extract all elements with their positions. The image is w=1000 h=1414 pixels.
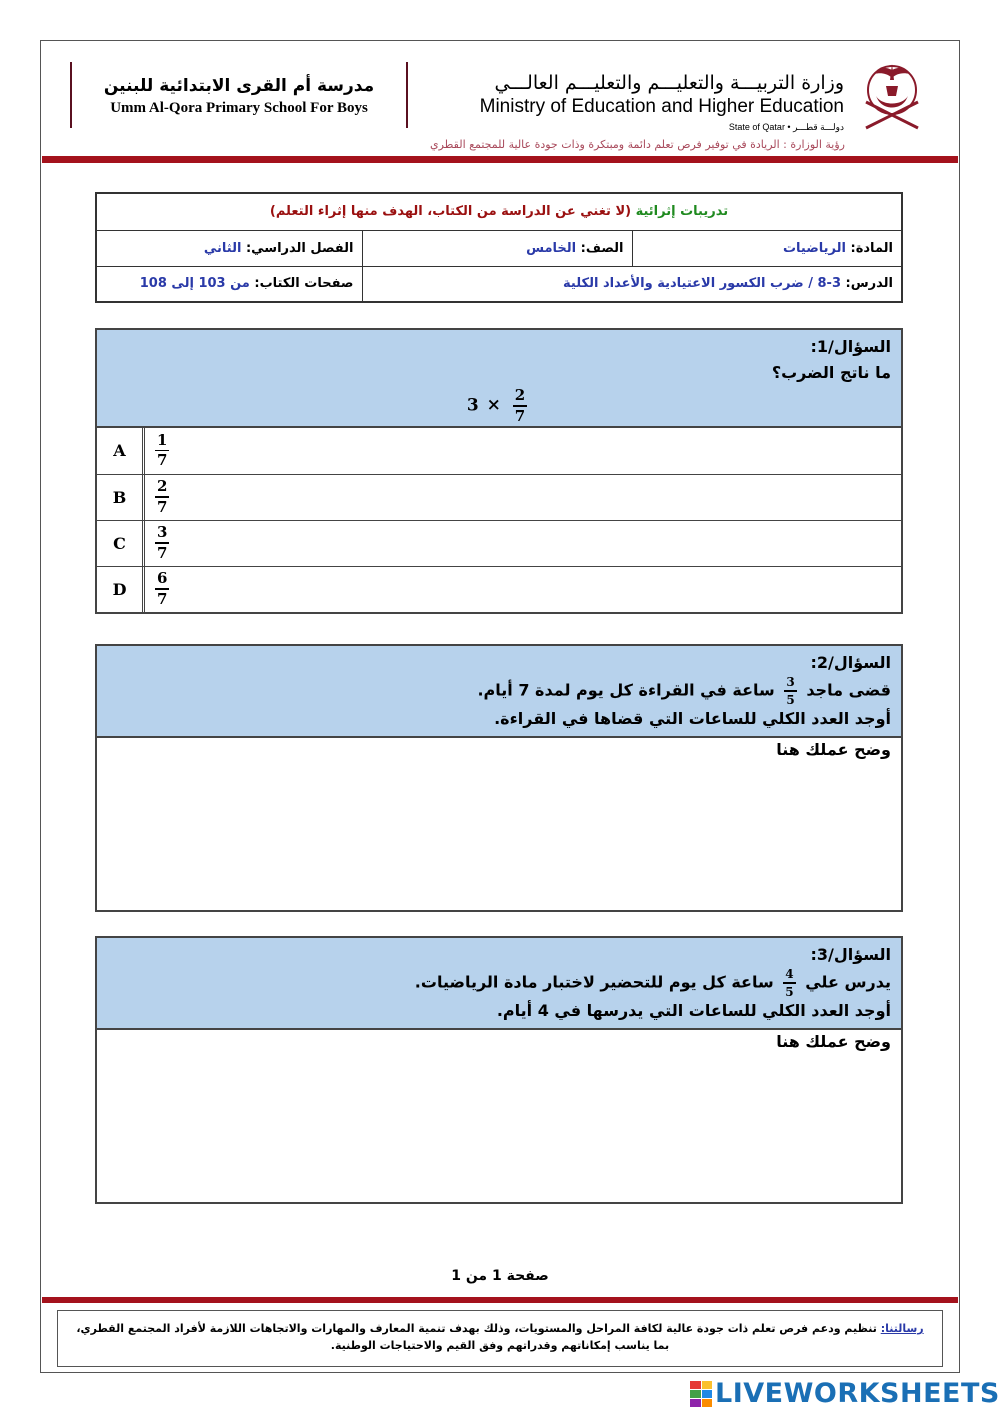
option-letter: C	[97, 521, 145, 566]
book-pages-value: من 103 إلى 108	[139, 276, 250, 292]
option-b-value: $\frac{2}{7}$	[157, 477, 168, 516]
subject-value: الرياضيات	[782, 240, 846, 256]
state-of-qatar: State of Qatar • دولـــة قطـــر	[728, 122, 844, 132]
work-label: وضح عملك هنا	[776, 1031, 891, 1051]
question-3-work-area[interactable]	[97, 1030, 901, 1053]
school-name-english: Umm Al-Qora Primary School For Boys	[110, 100, 368, 116]
mission-statement	[57, 1310, 943, 1367]
mission-line-1: تنظيم ودعم فرص تعلم ذات جودة عالية لكافة المراحل والمستويات، وذلك بهدف تنمية المعارف والمهارات والاتجاهات اللازمة لأفراد المجتمع القطري،	[76, 1322, 877, 1335]
ministry-vision: رؤية الوزارة : الريادة في توفير فرص تعلم دائمة ومبتكرة وذات جودة عالية للمجتمع القطري	[429, 138, 845, 151]
question-3-label: السؤال/3:	[810, 945, 891, 964]
subject-cell: المادة: الرياضيات	[632, 230, 902, 266]
question-2-label: السؤال/2:	[810, 653, 891, 672]
lesson-cell: الدرس: 3-8 / ضرب الكسور الاعتيادية والأعداد الكلية	[362, 266, 902, 302]
option-letter: B	[97, 475, 145, 520]
question-3-line-1: يدرس علي $\frac{4}{5}$ ساعة كل يوم للتحضير لاختبار مادة الرياضيات.	[414, 967, 891, 999]
option-d-value: $\frac{6}{7}$	[157, 569, 168, 608]
liveworksheets-logo[interactable]	[690, 1378, 1000, 1409]
question-3	[95, 936, 903, 1204]
question-1	[95, 328, 903, 614]
answer-options	[97, 428, 901, 612]
question-2-line-2: أوجد العدد الكلي للساعات التي قضاها في القراءة.	[494, 708, 891, 728]
school-name-block	[70, 62, 408, 128]
question-2	[95, 644, 903, 912]
option-c[interactable]	[97, 520, 901, 566]
fraction: $\frac{4}{5}$	[785, 967, 794, 999]
question-1-expression: 3 × $\frac{2}{7}$	[466, 386, 526, 425]
question-1-prompt: ما ناتج الضرب؟	[771, 363, 891, 382]
question-1-header	[97, 330, 901, 428]
question-1-label: السؤال/1:	[810, 337, 891, 356]
liveworksheets-icon	[690, 1381, 712, 1407]
ministry-name-block	[450, 72, 844, 133]
grade-cell: الصف: الخامس	[362, 230, 632, 266]
option-c-value: $\frac{3}{7}$	[157, 523, 168, 562]
option-d[interactable]	[97, 566, 901, 612]
question-3-line-2: أوجد العدد الكلي للساعات التي يدرسها في 4 أيام.	[496, 1000, 891, 1020]
grade-value: الخامس	[526, 240, 577, 256]
work-label: وضح عملك هنا	[776, 739, 891, 759]
question-2-work-area[interactable]	[97, 738, 901, 761]
question-2-header	[97, 646, 901, 738]
qatar-emblem-icon	[862, 52, 922, 136]
mission-line-2: بما يناسب إمكاناتهم وقدراتهم وفق القيم والاحتياجات الوطنية.	[330, 1339, 670, 1352]
header-divider	[42, 156, 958, 163]
fraction: $\frac{3}{5}$	[786, 675, 795, 707]
ministry-name-english: Ministry of Education and Higher Education	[479, 96, 844, 117]
lesson-info-table	[95, 192, 903, 303]
option-a-value: $\frac{1}{7}$	[157, 430, 168, 470]
term-cell: الفصل الدراسي: الثاني	[96, 230, 362, 266]
lesson-value: 3-8 / ضرب الكسور الاعتيادية والأعداد الكلية	[563, 276, 841, 292]
school-name-arabic: مدرسة أم القرى الابتدائية للبنين	[103, 76, 375, 96]
fraction: $\frac{2}{7}$	[514, 386, 526, 425]
option-letter: A	[97, 428, 145, 474]
option-a[interactable]	[97, 428, 901, 474]
question-2-line-1: قضى ماجد $\frac{3}{5}$ ساعة في القراءة كل يوم لمدة 7 أيام.	[477, 675, 891, 707]
liveworksheets-wordmark: LIVEWORKSHEETS	[715, 1378, 1000, 1409]
question-3-header	[97, 938, 901, 1030]
option-letter: D	[97, 567, 145, 612]
mission-label: رسالتنا:	[880, 1322, 924, 1335]
term-value: الثاني	[203, 240, 242, 256]
ministry-name-arabic: وزارة التربيـــة والتعليـــم والتعليـــم العالـــي	[494, 72, 844, 94]
book-pages-cell: صفحات الكتاب: من 103 إلى 108	[96, 266, 362, 302]
footer-divider	[42, 1297, 958, 1303]
option-b[interactable]	[97, 474, 901, 520]
enrichment-title: تدريبات إثرائية (لا تغني عن الدراسة من الكتاب، الهدف منها إثراء التعلم)	[96, 193, 902, 230]
page-number: صفحة 1 من 1	[451, 1268, 549, 1284]
